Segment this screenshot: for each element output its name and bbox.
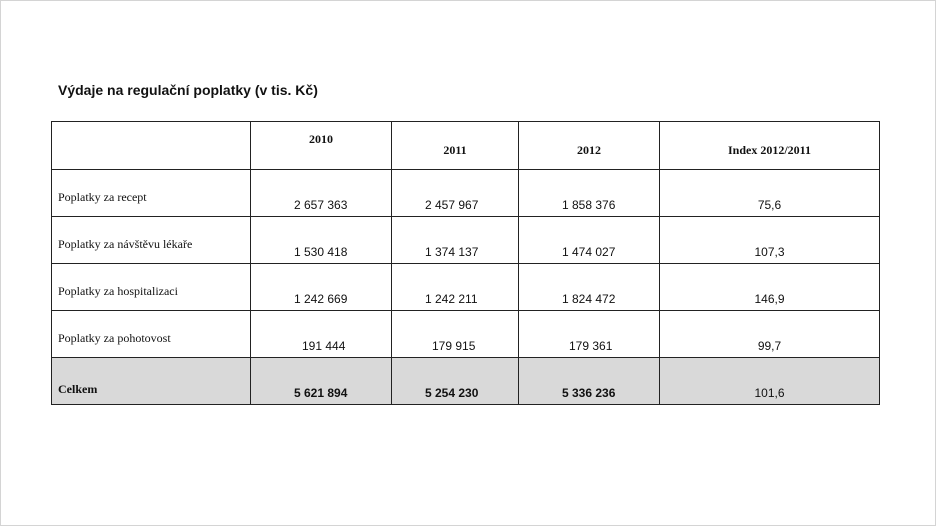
row-label-cell [52, 170, 251, 217]
total-label-cell [52, 358, 251, 405]
total-cell-index [660, 358, 880, 405]
total-row [52, 358, 880, 405]
value-2011: 179 915 [432, 339, 476, 353]
value-cell-2012 [519, 311, 660, 358]
header-index: Index 2012/2011 [727, 143, 811, 157]
value-2012: 1 858 376 [562, 198, 616, 212]
value-2010: 191 444 [302, 339, 346, 353]
table-row [52, 311, 880, 358]
row-label: Poplatky za pohotovost [58, 331, 171, 345]
value-2011: 1 242 211 [425, 292, 478, 306]
value-cell-2010 [251, 170, 392, 217]
header-2011: 2011 [443, 143, 467, 157]
table-title: Výdaje na regulační poplatky (v tis. Kč) [58, 82, 318, 98]
value-index: 75,6 [757, 198, 782, 212]
row-label-cell [52, 264, 251, 311]
value-index: 146,9 [754, 292, 785, 306]
value-cell-2011 [392, 217, 519, 264]
header-cell-index [660, 122, 880, 170]
table-row [52, 264, 880, 311]
value-cell-2011 [392, 264, 519, 311]
total-cell-2010 [251, 358, 392, 405]
header-2012: 2012 [577, 143, 601, 157]
total-index: 101,6 [754, 386, 785, 400]
header-cell-2012 [519, 122, 660, 170]
value-cell-2012 [519, 217, 660, 264]
total-label: Celkem [58, 382, 98, 396]
value-index: 99,7 [757, 339, 782, 353]
table-row [52, 170, 880, 217]
row-label-cell [52, 311, 251, 358]
table-header-row [52, 122, 880, 170]
value-2011: 2 457 967 [425, 198, 479, 212]
total-2010: 5 621 894 [294, 386, 348, 400]
value-index: 107,3 [754, 245, 785, 259]
value-cell-2010 [251, 311, 392, 358]
value-cell-2012 [519, 264, 660, 311]
value-2012: 179 361 [569, 339, 613, 353]
value-cell-index [660, 170, 880, 217]
header-empty-cell [52, 122, 251, 170]
total-2012: 5 336 236 [562, 386, 616, 400]
value-2012: 1 824 472 [562, 292, 616, 306]
value-cell-index [660, 217, 880, 264]
value-2010: 1 530 418 [294, 245, 348, 259]
fees-table [51, 121, 880, 405]
value-cell-2010 [251, 217, 392, 264]
row-label: Poplatky za recept [58, 190, 147, 204]
value-2012: 1 474 027 [562, 245, 616, 259]
total-cell-2012 [519, 358, 660, 405]
total-cell-2011 [392, 358, 519, 405]
value-cell-2011 [392, 311, 519, 358]
header-cell-2010 [251, 122, 392, 170]
value-cell-2012 [519, 170, 660, 217]
header-2010: 2010 [309, 132, 333, 146]
total-2011: 5 254 230 [425, 386, 479, 400]
row-label-cell [52, 217, 251, 264]
value-cell-2011 [392, 170, 519, 217]
header-cell-2011 [392, 122, 519, 170]
value-2011: 1 374 137 [425, 245, 479, 259]
value-cell-index [660, 264, 880, 311]
value-2010: 2 657 363 [294, 198, 348, 212]
value-cell-2010 [251, 264, 392, 311]
value-cell-index [660, 311, 880, 358]
value-2010: 1 242 669 [294, 292, 348, 306]
row-label: Poplatky za hospitalizaci [58, 284, 178, 298]
row-label: Poplatky za návštěvu lékaře [58, 237, 193, 251]
table-row [52, 217, 880, 264]
